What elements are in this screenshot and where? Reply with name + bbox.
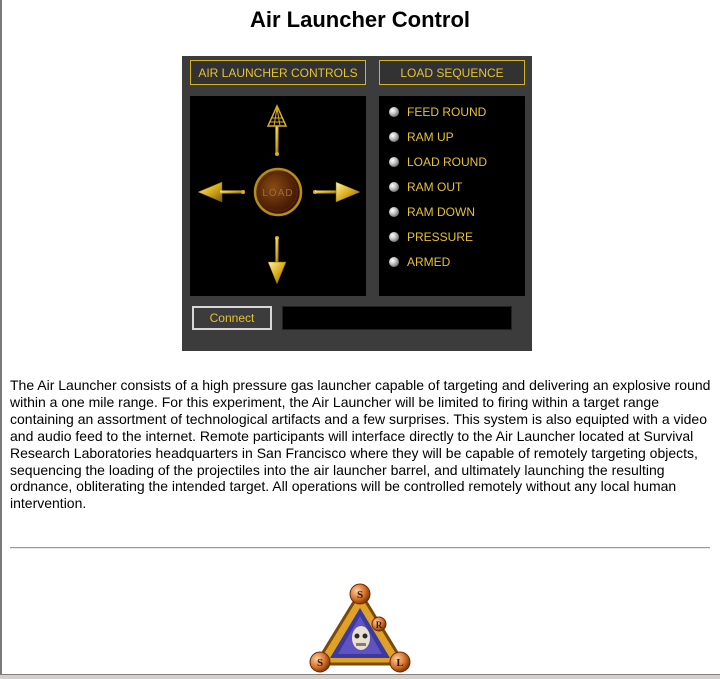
- sequence-item-label: RAM DOWN: [407, 205, 475, 219]
- logo-orb-right: [390, 652, 410, 672]
- description-paragraph: The Air Launcher consists of a high pressure gas launcher capable of targeting and delivering an explosive round within a one mile range. For this experiment, the Air Launcher will be limited to firing within a target range containing an assortment of technological artifacts and a few surprises. This system is also equipted with a video and audio feed to the internet. Remote participants will interface directly to the Air Launcher located at Survival Research Laboratories headquarters in San Francisco where they will be capable of remotely targeting objects, sequencing the loading of the projectiles into the air launcher barrel, and ultimately launching the resulting ordnance, obliterating the intended target. All operations will be controlled remotely without any local human intervention.: [10, 377, 711, 512]
- load-sequence-list: [379, 96, 525, 296]
- svg-text:S: S: [316, 657, 324, 669]
- controls-header: AIR LAUNCHER CONTROLS: [190, 60, 366, 85]
- arrow-down-icon[interactable]: [268, 236, 286, 284]
- status-field: [282, 306, 512, 330]
- sequence-item-feed-round[interactable]: [389, 104, 486, 120]
- sequence-item-label: RAM UP: [407, 130, 454, 144]
- svg-text:R: R: [375, 620, 383, 630]
- sequence-item-ram-out[interactable]: [389, 179, 462, 195]
- srl-logo: [306, 578, 414, 678]
- horizontal-divider: [10, 547, 710, 549]
- arrow-right-icon[interactable]: [313, 182, 360, 202]
- targeting-controls-graphic: [190, 96, 366, 296]
- status-bar: [0, 674, 720, 679]
- logo-orb-left: [310, 652, 330, 672]
- status-light-icon: [389, 232, 399, 242]
- window-left-edge: [0, 0, 2, 678]
- sequence-item-armed[interactable]: [389, 254, 450, 270]
- page-title: Air Launcher Control: [249, 7, 470, 32]
- status-light-icon: [389, 107, 399, 117]
- sequence-item-label: FEED ROUND: [407, 105, 487, 119]
- arrow-left-icon[interactable]: [198, 182, 245, 202]
- logo-orb-top: [350, 584, 370, 604]
- status-light-icon: [389, 157, 399, 167]
- sequence-item-label: RAM OUT: [407, 180, 463, 194]
- load-button-label: LOAD: [262, 188, 294, 199]
- sequence-item-label: PRESSURE: [407, 230, 474, 244]
- sequence-item-ram-down[interactable]: [389, 204, 475, 220]
- arrow-up-icon[interactable]: [268, 106, 286, 156]
- status-light-icon: [389, 132, 399, 142]
- sequence-item-label: ARMED: [407, 255, 451, 269]
- load-button[interactable]: [255, 169, 301, 215]
- load-sequence-header: LOAD SEQUENCE: [379, 60, 525, 85]
- targeting-controls: [190, 96, 366, 296]
- svg-text:L: L: [396, 657, 404, 669]
- air-launcher-panel: [182, 56, 532, 351]
- connect-button[interactable]: Connect: [192, 306, 272, 330]
- sequence-item-label: LOAD ROUND: [407, 155, 488, 169]
- sequence-item-load-round[interactable]: [389, 154, 487, 170]
- status-light-icon: [389, 207, 399, 217]
- logo-orb-middle: [372, 617, 386, 631]
- sequence-item-pressure[interactable]: [389, 229, 473, 245]
- svg-text:S: S: [356, 589, 364, 601]
- sequence-item-ram-up[interactable]: [389, 129, 454, 145]
- status-light-icon: [389, 257, 399, 267]
- status-light-icon: [389, 182, 399, 192]
